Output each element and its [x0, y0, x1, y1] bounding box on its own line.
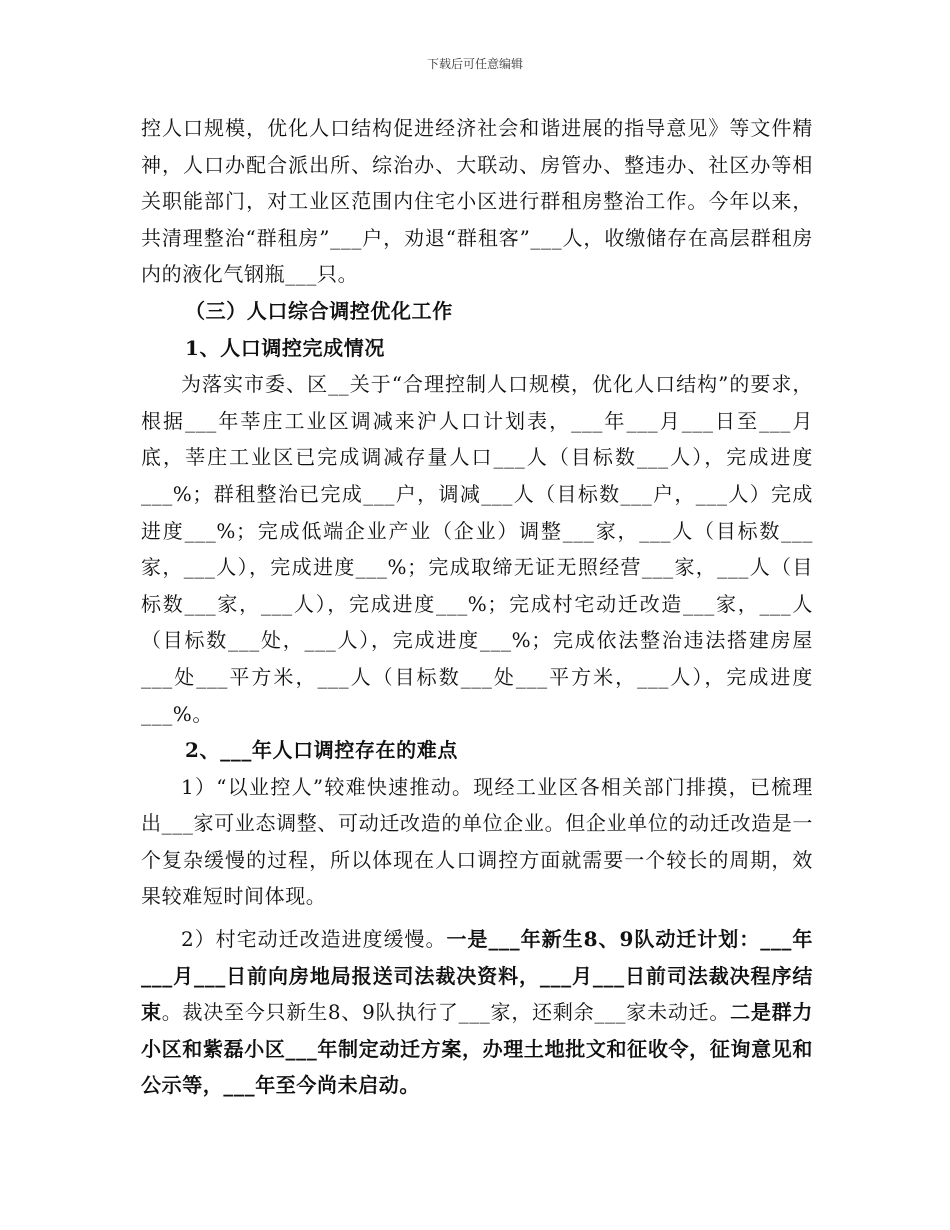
paragraph-difficulty-1: 1）“以业控人”较难快速推动。现经工业区各相关部门排摸，已梳理出___家可业态调整、可动迁改造的单位企业。但企业单位的动迁改造是一个复杂缓慢的过程，所以体现在人口调控方面就需要一个较长的周期，效果较难短时间体现。 — [141, 774, 813, 909]
document-body — [141, 110, 813, 1104]
difficulty-2-remark: 。裁决至今只新生8、9队执行了___家，还剩余___家未动迁。 — [161, 1000, 731, 1025]
paragraph-difficulty-2 — [141, 921, 813, 1104]
difficulty-2-point-two: 二是群力小区和紫磊小区___年制定动迁方案，办理土地批文和征收令，征询意见和公示等，___年至今尚未启动。 — [141, 1000, 813, 1098]
difficulty-2-lead: 2）村宅动迁改造进度缓慢。 — [181, 927, 447, 952]
paragraph-completion-status: 为落实市委、区__关于“合理控制人口规模，优化人口结构”的要求，根据___年莘庄工业区调减来沪人口计划表，___年___月___日至___月底，莘庄工业区已完成调减存量人口___人（目标数___人），完成进度___%；群租整治已完成___户，调减___人（目标数___户，___人）完成进度___%；完成低端企业产业（企业）调整___家，___人（目标数___家，___人），完成进度___%；完成取缔无证无照经营___家，___人（目标数___家，___人），完成进度___%；完成村宅动迁改造___家，___人（目标数___处，___人），完成进度___%；完成依法整治违法搭建房屋___处___平方米，___人（目标数___处___平方米，___人），完成进度___%。 — [141, 372, 813, 726]
subheading-difficulties: 2、___年人口调控存在的难点 — [185, 738, 458, 763]
difficulty-2-point-one: 一是___年新生8、9队动迁计划：___年___月___日前向房地局报送司法裁决资料，___月___日前司法裁决程序结束 — [141, 927, 814, 1025]
page-header-note: 下载后可任意编辑 — [426, 57, 523, 71]
subheading-completion-status: 1、人口调控完成情况 — [185, 335, 385, 360]
section-heading-population-control: （三）人口综合调控优化工作 — [185, 298, 453, 323]
paragraph-rental-housing: 控人口规模，优化人口结构促进经济社会和谐进展的指导意见》等文件精神，人口办配合派出所、综治办、大联动、房管办、整违办、社区办等相关职能部门，对工业区范围内住宅小区进行群租房整治工作。今年以来，共清理整治“群租房”___户，劝退“群租客”___人，收缴储存在高层群租房内的液化气钢瓶___只。 — [141, 116, 813, 287]
